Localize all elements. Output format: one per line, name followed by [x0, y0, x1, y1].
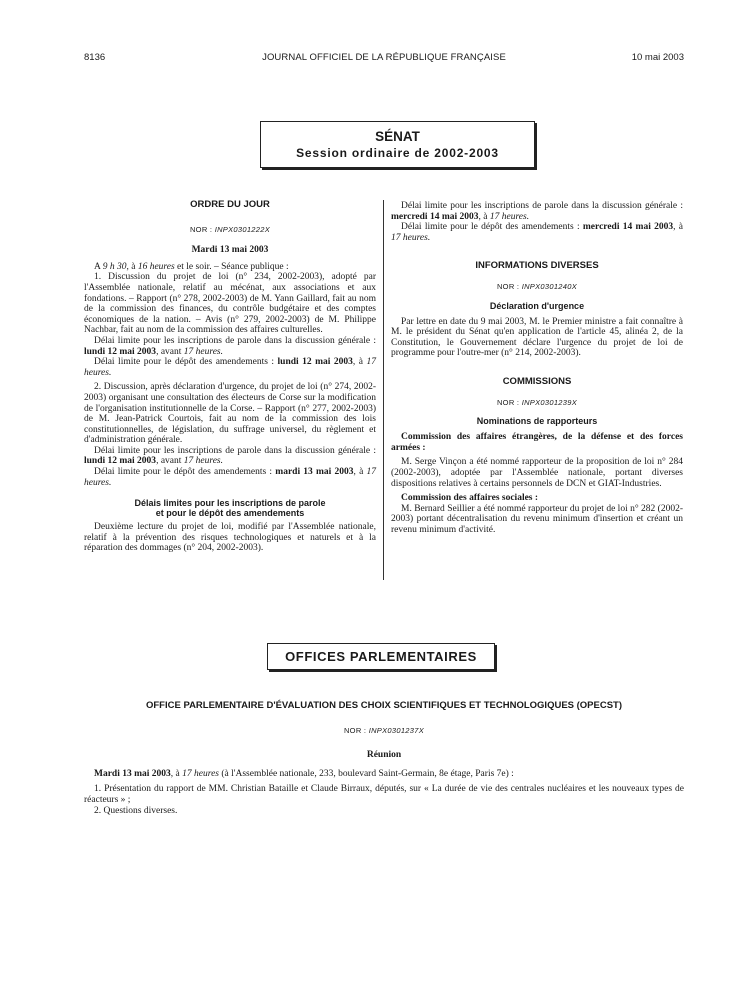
declaration-text: Par lettre en date du 9 mai 2003, M. le Premier ministre a fait connaître à M. le président du Sénat qu'en application de l'article 45, alinéa 2, de la Constitution, le Gouvernement déclare l'urgence du projet de loi de programme pour l'outre-mer (n° 214, 2002-2003).: [391, 316, 683, 359]
senat-title: SÉNAT: [375, 129, 420, 144]
delais-heading: Délais limites pour les inscriptions de parole et pour le dépôt des amendements: [134, 498, 326, 519]
commissions-heading: COMMISSIONS: [502, 375, 572, 387]
nor-reference: NOR : INPX0301239X: [496, 397, 578, 407]
page-number: 8136: [84, 52, 106, 63]
reunion-item-1: 1. Présentation du rapport de MM. Christian Bataille et Claude Birraux, députés, sur « La durée de vie des centrales nucléaires et les nouveaux types de réacteurs » ;: [84, 784, 684, 805]
left-column: [84, 200, 376, 554]
senat-title-box: [260, 121, 535, 168]
nor-reference: NOR : INPX0301237X: [343, 726, 425, 735]
journal-title: JOURNAL OFFICIEL DE LA RÉPUBLIQUE FRANÇAISE: [262, 52, 506, 63]
agenda-item-2: 2. Discussion, après déclaration d'urgence, du projet de loi (n° 274, 2002-2003) organisant une consultation des électeurs de Corse sur la modification de l'organisation institutionnelle de la Corse. – Rapport (n° 277, 2002-2003) de M. Jean-Patrick Courtois, fait au nom de la commission des lois constitutionnelles, de législation, du suffrage universel, du règlement et d'administration générale.: [84, 382, 376, 446]
reunion-heading: Réunion: [366, 750, 402, 760]
reunion-details: Mardi 13 mai 2003, à 17 heures (à l'Assemblée nationale, 233, boulevard Saint-Germain, 8e étage, Paris 7e) :: [94, 769, 514, 779]
delai-paragraph: Délai limite pour le dépôt des amendements : mardi 13 mai 2003, à 17 heures.: [84, 467, 376, 488]
offices-title-box: [267, 643, 495, 670]
date-heading: Mardi 13 mai 2003: [191, 245, 269, 256]
page-header: [84, 52, 684, 66]
delai-paragraph: Délai limite pour le dépôt des amendements : lundi 12 mai 2003, à 17 heures.: [84, 357, 376, 378]
ordre-du-jour-heading: ORDRE DU JOUR: [190, 199, 270, 210]
reunion-item-2: 2. Questions diverses.: [94, 806, 178, 816]
delai-paragraph: Délai limite pour les inscriptions de parole dans la discussion générale : lundi 12 mai 2003, avant 17 heures.: [84, 445, 376, 467]
offices-title: OFFICES PARLEMENTAIRES: [285, 649, 477, 664]
nor-reference: NOR : INPX0301222X: [189, 224, 271, 234]
commission-title: Commission des affaires sociales :: [401, 493, 539, 504]
right-column: [391, 201, 683, 535]
nor-reference: NOR : INPX0301240X: [496, 281, 578, 291]
delai-paragraph: Délai limite pour le dépôt des amendements : mercredi 14 mai 2003, à 17 heures.: [391, 222, 683, 243]
declaration-urgence-heading: Déclaration d'urgence: [489, 300, 585, 311]
commission-text: M. Bernard Seillier a été nommé rapporteur du projet de loi n° 282 (2002-2003) portant décentralisation du revenu minimum d'insertion et créant un revenu minimum d'activité.: [391, 503, 683, 535]
issue-date: 10 mai 2003: [631, 52, 684, 63]
delai-paragraph: Délai limite pour les inscriptions de parole dans la discussion générale : lundi 12 mai 2003, avant 17 heures.: [84, 335, 376, 357]
nominations-heading: Nominations de rapporteurs: [476, 416, 598, 427]
column-divider: [383, 200, 384, 580]
office-title: OFFICE PARLEMENTAIRE D'ÉVALUATION DES CHOIX SCIENTIFIQUES ET TECHNOLOGIQUES (OPECST): [145, 700, 623, 711]
seance-intro: A 9 h 30, à 16 heures et le soir. – Séance publique :: [94, 261, 289, 272]
senat-subtitle: Session ordinaire de 2002-2003: [296, 146, 499, 160]
commission-title: Commission des affaires étrangères, de la défense et des forces armées :: [391, 432, 683, 453]
deuxieme-lecture: Deuxième lecture du projet de loi, modifié par l'Assemblée nationale, relatif à la prévention des risques technologiques et naturels et à la réparation des dommages (n° 204, 2002-2003).: [84, 522, 376, 554]
opecst-section: [84, 700, 684, 817]
commission-text: M. Serge Vinçon a été nommé rapporteur de la proposition de loi n° 284 (2002-2003), adoptée par l'Assemblée nationale, portant diverses dispositions relatives à certains personnels de DCN et GIAT-Industries.: [391, 457, 683, 489]
delai-paragraph: Délai limite pour les inscriptions de parole dans la discussion générale : mercredi 14 mai 2003, à 17 heures.: [391, 201, 683, 222]
informations-heading: INFORMATIONS DIVERSES: [475, 260, 599, 272]
agenda-item-1: 1. Discussion du projet de loi (n° 234, 2002-2003), adopté par l'Assemblée nationale, relatif au mécénat, aux associations et aux fondations. – Rapport (n° 278, 2002-2003) de M. Yann Gaillard, fait au nom de la commission des finances, du contrôle budgétaire et des comptes économiques de la nation. – Avis (n° 279, 2002-2003) de M. Philippe Nachbar, fait au nom de la commission des affaires culturelles.: [84, 272, 376, 336]
